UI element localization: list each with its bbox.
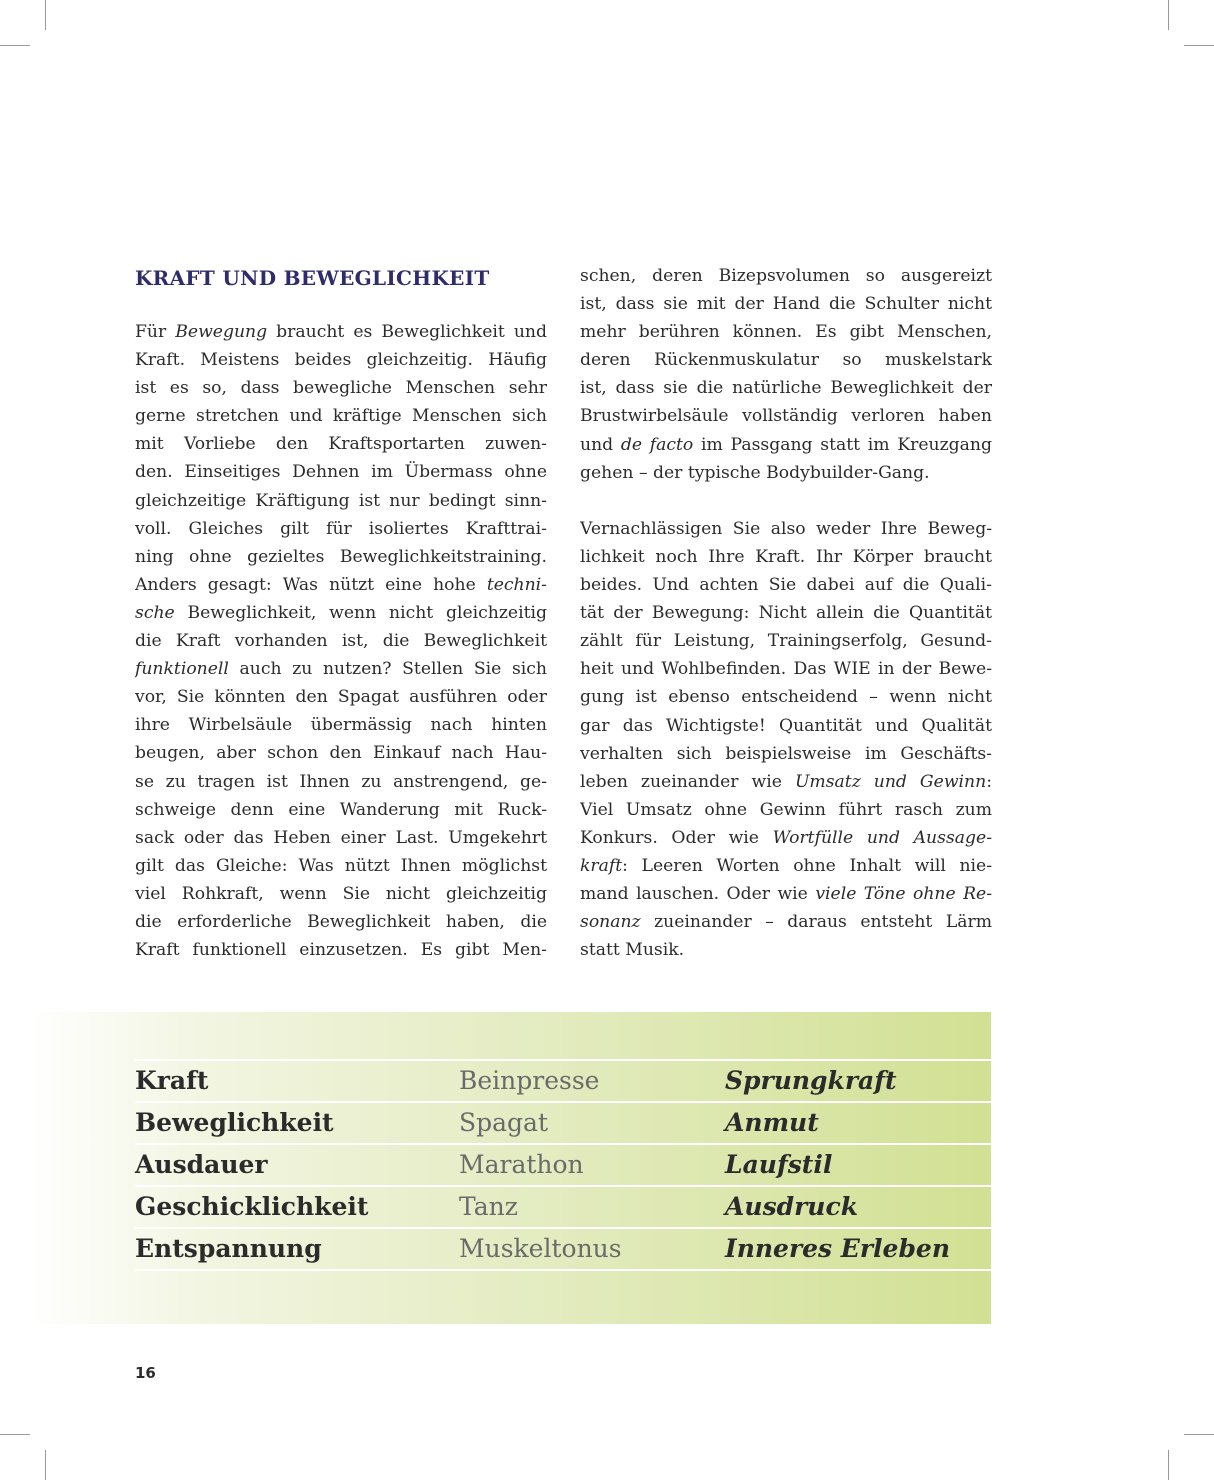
section-heading: KRAFT UND BEWEGLICHKEIT — [135, 266, 490, 290]
text-line: schweige denn eine Wanderung mit Ruck- — [135, 799, 547, 820]
table-cell-example: Spagat — [459, 1108, 548, 1137]
body-column-left — [135, 318, 547, 964]
text-line: deren Rückenmuskulatur so muskelstark — [580, 350, 992, 371]
text-line: statt Musik. — [580, 940, 685, 961]
table-cell-quality: Beweglichkeit — [135, 1108, 334, 1137]
comparison-table — [30, 1012, 991, 1324]
text-line: mand lauschen. Oder wie viele Töne ohne Re- — [580, 884, 992, 905]
table-cell-example: Muskeltonus — [459, 1234, 622, 1263]
text-line: funktionell auch zu nutzen? Stellen Sie sich — [135, 659, 547, 680]
text-line: ist, dass sie die natürliche Beweglichkeit der — [580, 378, 992, 399]
table-row — [135, 1228, 991, 1270]
page-number: 16 — [135, 1364, 156, 1382]
text-line: ist, dass sie mit der Hand die Schulter nicht — [580, 294, 992, 315]
crop-mark — [1184, 1434, 1214, 1435]
table-cell-expression: Sprungkraft — [725, 1066, 897, 1095]
text-line: zählt für Leistung, Trainingserfolg, Gesund- — [580, 631, 992, 652]
table-cell-quality: Ausdauer — [135, 1150, 268, 1179]
text-line: ning ohne gezieltes Beweglichkeitstraining. — [135, 546, 547, 567]
table-row — [135, 1102, 991, 1144]
table-cell-example: Tanz — [459, 1192, 518, 1221]
text-line: leben zueinander wie Umsatz und Gewinn: — [580, 771, 992, 792]
table-row — [135, 1144, 991, 1186]
text-line: den. Einseitiges Dehnen im Übermass ohne — [135, 462, 547, 483]
text-line: beides. Und achten Sie dabei auf die Quali- — [580, 575, 992, 596]
table-cell-quality: Kraft — [135, 1066, 209, 1095]
table-cell-expression: Laufstil — [725, 1150, 833, 1179]
crop-mark — [1168, 1450, 1169, 1480]
text-line: beugen, aber schon den Einkauf nach Hau- — [135, 743, 547, 764]
text-line: ihre Wirbelsäule übermässig nach hinten — [135, 715, 547, 736]
text-line: voll. Gleiches gilt für isoliertes Krafttrai- — [135, 518, 547, 539]
text-line: mehr berühren können. Es gibt Menschen, — [580, 322, 992, 343]
text-line: sche Beweglichkeit, wenn nicht gleichzeitig — [135, 602, 547, 623]
table-row — [135, 1060, 991, 1102]
table-row — [135, 1186, 991, 1228]
crop-mark — [0, 1434, 30, 1435]
text-line: die erforderliche Beweglichkeit haben, die — [135, 911, 547, 932]
table-cell-quality: Entspannung — [135, 1234, 322, 1263]
text-line: verhalten sich beispielsweise im Geschäfts- — [580, 743, 992, 764]
text-line: Für Bewegung braucht es Beweglichkeit und — [135, 322, 547, 342]
text-line: gleichzeitige Kräftigung ist nur bedingt sinn- — [135, 490, 547, 511]
text-line: Kraft. Meistens beides gleichzeitig. Häufig — [135, 350, 547, 371]
table-cell-expression: Inneres Erleben — [725, 1234, 950, 1263]
text-line: lichkeit noch Ihre Kraft. Ihr Körper braucht — [580, 546, 992, 567]
text-line: gilt das Gleiche: Was nützt Ihnen möglichst — [135, 855, 547, 876]
table-cell-example: Beinpresse — [459, 1066, 600, 1095]
text-line: sack oder das Heben einer Last. Umgekehrt — [135, 827, 547, 848]
table-cell-expression: Ausdruck — [725, 1192, 859, 1221]
text-line: ist es so, dass bewegliche Menschen sehr — [135, 378, 547, 399]
body-column-right — [580, 262, 992, 964]
text-line: Vernachlässigen Sie also weder Ihre Beweg- — [580, 518, 992, 539]
text-line: tät der Bewegung: Nicht allein die Quantität — [580, 603, 992, 624]
text-line: Konkurs. Oder wie Wortfülle und Aussage- — [580, 827, 992, 848]
crop-mark — [1168, 0, 1169, 30]
table-cell-expression: Anmut — [725, 1108, 819, 1137]
crop-mark — [0, 45, 30, 46]
text-line: Anders gesagt: Was nützt eine hohe techni- — [135, 574, 547, 595]
text-line: und de facto im Passgang statt im Kreuzgang — [580, 434, 992, 455]
text-line: kraft: Leeren Worten ohne Inhalt will nie- — [580, 855, 992, 876]
text-line: schen, deren Bizepsvolumen so ausgereizt — [580, 266, 992, 286]
text-line: gehen – der typische Bodybuilder-Gang. — [580, 462, 930, 483]
text-line: heit und Wohlbefinden. Das WIE in der Bewe- — [580, 659, 992, 680]
text-line: gerne stretchen und kräftige Menschen sich — [135, 406, 547, 427]
crop-mark — [45, 1450, 46, 1480]
text-line: Brustwirbelsäule vollständig verloren haben — [580, 406, 992, 427]
text-line: sonanz zueinander – daraus entsteht Lärm — [580, 912, 992, 933]
text-line: die Kraft vorhanden ist, die Beweglichkeit — [135, 631, 547, 652]
text-line: Viel Umsatz ohne Gewinn führt rasch zum — [580, 799, 992, 820]
text-line: viel Rohkraft, wenn Sie nicht gleichzeitig — [135, 883, 547, 904]
crop-mark — [45, 0, 46, 30]
crop-mark — [1184, 45, 1214, 46]
text-line: Kraft funktionell einzusetzen. Es gibt Men- — [135, 940, 547, 961]
paragraph-gap — [580, 487, 992, 515]
text-line: mit Vorliebe den Kraftsportarten zuwen- — [135, 434, 547, 455]
text-line: se zu tragen ist Ihnen zu anstrengend, ge- — [135, 771, 547, 792]
table-cell-example: Marathon — [459, 1150, 584, 1179]
text-line: vor, Sie könnten den Spagat ausführen oder — [135, 687, 547, 708]
table-cell-quality: Geschicklichkeit — [135, 1192, 369, 1221]
text-line: gung ist ebenso entscheidend – wenn nicht — [580, 687, 992, 708]
text-line: gar das Wichtigste! Quantität und Qualität — [580, 715, 992, 736]
